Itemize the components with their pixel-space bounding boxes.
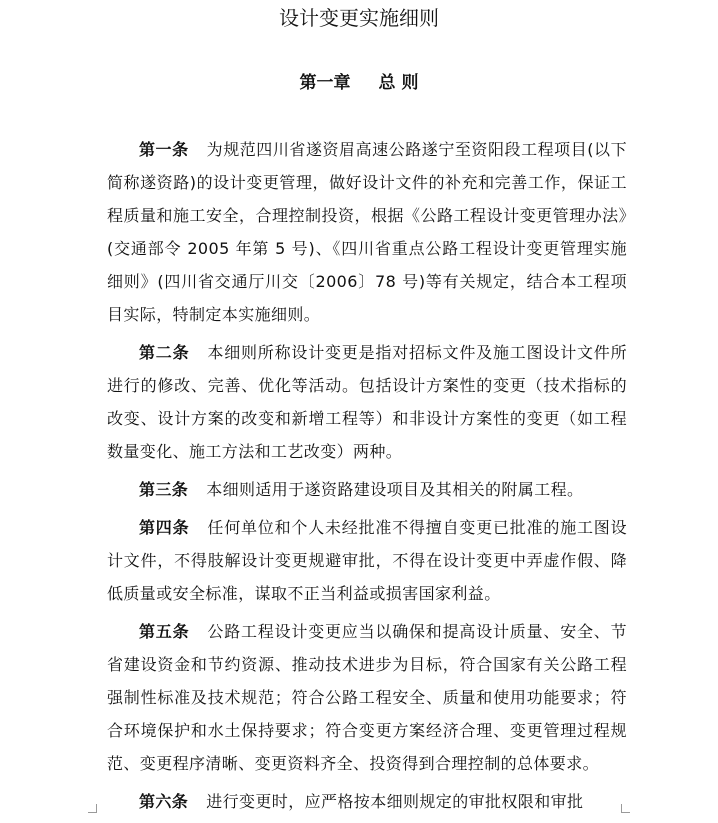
article-label: 第五条 <box>139 622 190 641</box>
document-title: 设计变更实施细则 <box>279 6 439 30</box>
article-4 <box>107 511 627 610</box>
article-label: 第二条 <box>139 343 190 362</box>
document-body <box>107 133 627 823</box>
article-3 <box>107 473 627 506</box>
article-6 <box>107 785 627 818</box>
article-text: 本细则适用于遂资路建设项目及其相关的附属工程。 <box>206 480 584 499</box>
chapter-name: 总 则 <box>378 73 419 93</box>
article-text: 公路工程设计变更应当以确保和提高设计质量、安全、节省建设资金和节约资源、推动技术进步为目标，符合国家有关公路工程强制性标准及技术规范；符合公路工程安全、质量和使用功能要求；符合环境保护和水土保持要求；符合变更方案经济合理、变更管理过程规范、变更程序清晰、变更资料齐全、投资得到合理控制的总体要求。 <box>107 622 627 773</box>
article-1 <box>107 133 627 331</box>
article-text: 本细则所称设计变更是指对招标文件及施工图设计文件所进行的修改、完善、优化等活动。包括设计方案性的变更（技术指标的改变、设计方案的改变和新增工程等）和非设计方案性的变更（如工程数量变化、施工方法和工艺改变）两种。 <box>107 343 627 461</box>
article-5 <box>107 615 627 780</box>
margin-corner-mark-right <box>621 804 630 813</box>
article-text: 为规范四川省遂资眉高速公路遂宁至资阳段工程项目(以下简称遂资路)的设计变更管理，做好设计文件的补充和完善工作，保证工程质量和施工安全，合理控制投资，根据《公路工程设计变更管理办法》(交通部令 2005 年第 5 号)、《四川省重点公路工程设计变更管理实施细则》(四川省交通厅川交〔2006〕78 号)等有关规定，结合本工程项目实际，特制定本实施细则。 <box>107 140 627 324</box>
chapter-heading <box>0 70 718 96</box>
article-text: 任何单位和个人未经批准不得擅自变更已批准的施工图设计文件，不得肢解设计变更规避审批，不得在设计变更中弄虚作假、降低质量或安全标准，谋取不正当利益或损害国家利益。 <box>107 518 627 603</box>
article-label: 第六条 <box>139 792 189 811</box>
article-text: 进行变更时，应严格按本细则规定的审批权限和审批 <box>206 792 584 811</box>
article-2 <box>107 336 627 468</box>
article-label: 第一条 <box>139 140 189 159</box>
article-label: 第三条 <box>139 480 189 499</box>
chapter-number: 第一章 <box>299 73 351 93</box>
article-label: 第四条 <box>139 518 190 537</box>
margin-corner-mark-left <box>88 804 97 813</box>
